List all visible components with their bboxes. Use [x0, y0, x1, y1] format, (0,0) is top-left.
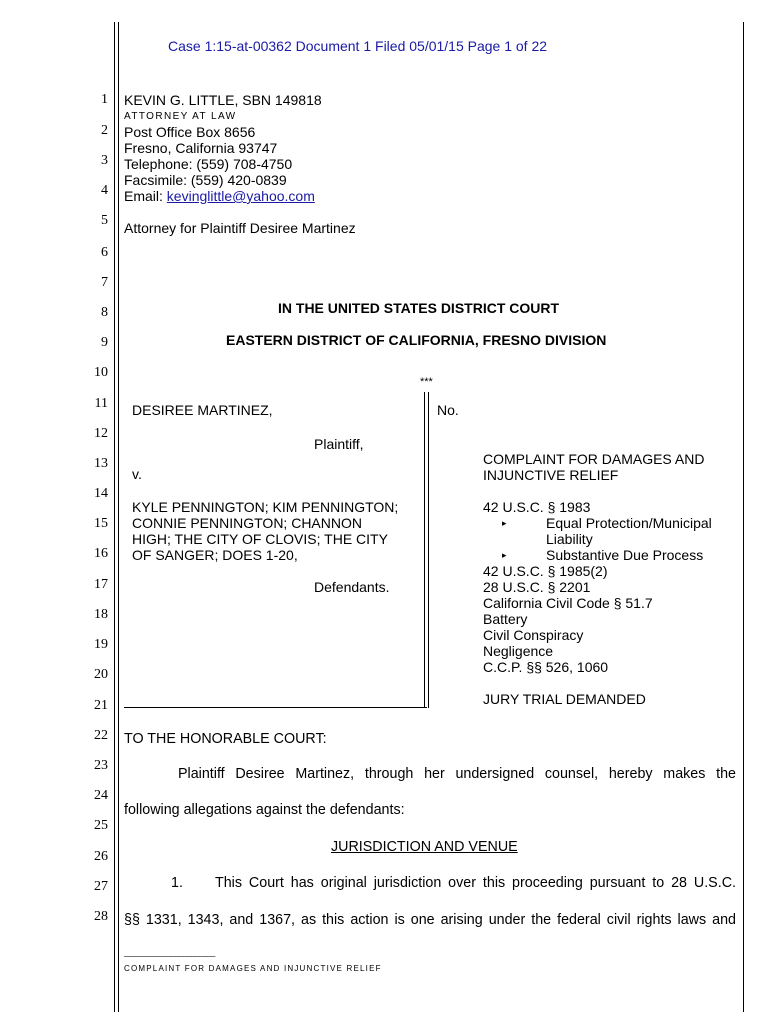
claim-item: California Civil Code § 51.7 — [483, 595, 653, 611]
line-number: 8 — [101, 305, 108, 320]
caption-divider-right — [428, 392, 429, 708]
jury-demand: JURY TRIAL DEMANDED — [483, 691, 646, 707]
line-number: 1 — [101, 92, 108, 107]
attorney-facsimile: Facsimile: (559) 420-0839 — [124, 172, 287, 188]
claim-subitem: Equal Protection/Municipal — [546, 515, 712, 531]
claim-item: Civil Conspiracy — [483, 627, 584, 643]
line-number: 19 — [94, 637, 108, 652]
attorney-representation: Attorney for Plaintiff Desiree Martinez — [124, 220, 356, 236]
defendant-line: OF SANGER; DOES 1-20, — [132, 547, 298, 563]
claim-subitem: Substantive Due Process — [546, 547, 704, 563]
line-number: 15 — [94, 516, 108, 531]
complaint-title-line: INJUNCTIVE RELIEF — [483, 467, 619, 483]
line-number: 24 — [94, 788, 108, 803]
claim-item: 42 U.S.C. § 1983 — [483, 499, 591, 515]
claim-item: C.C.P. §§ 526, 1060 — [483, 659, 609, 675]
paragraph-1-line-2: §§ 1331, 1343, and 1367, as this action is one arising under the federal civil rights laws and — [124, 912, 736, 928]
footer-label: COMPLAINT FOR DAMAGES AND INJUNCTIVE RELIEF — [124, 964, 382, 973]
line-number: 9 — [101, 335, 108, 350]
case-number-label: No. — [437, 402, 459, 418]
line-number: 23 — [94, 758, 108, 773]
section-heading: JURISDICTION AND VENUE — [331, 839, 518, 855]
court-name: IN THE UNITED STATES DISTRICT COURT — [278, 300, 560, 316]
line-number: 11 — [94, 396, 108, 411]
attorney-address-line2: Fresno, California 93747 — [124, 140, 278, 156]
intro-line-1: Plaintiff Desiree Martinez, through her undersigned counsel, hereby makes the — [178, 766, 736, 782]
line-number: 12 — [94, 426, 108, 441]
claim-item: 42 U.S.C. § 1985(2) — [483, 563, 608, 579]
line-number: 25 — [94, 818, 108, 833]
line-number: 18 — [94, 607, 108, 622]
paragraph-1-line-1: This Court has original jurisdiction over this proceeding pursuant to 28 U.S.C. — [215, 875, 736, 891]
salutation: TO THE HONORABLE COURT: — [124, 731, 327, 747]
claim-item: 28 U.S.C. § 2201 — [483, 579, 591, 595]
paragraph-number: 1. — [171, 875, 183, 891]
line-number: 17 — [94, 577, 108, 592]
line-number: 2 — [101, 123, 108, 138]
defendants-role: Defendants. — [314, 579, 390, 595]
line-number: 22 — [94, 728, 108, 743]
defendant-line: KYLE PENNINGTON; KIM PENNINGTON; — [132, 499, 399, 515]
line-number: 13 — [94, 456, 108, 471]
line-number: 28 — [94, 909, 108, 924]
court-district: EASTERN DISTRICT OF CALIFORNIA, FRESNO DIVISION — [226, 332, 607, 348]
bullet-icon: ▸ — [502, 518, 507, 528]
attorney-address-line1: Post Office Box 8656 — [124, 124, 256, 140]
attorney-email-row — [124, 188, 315, 204]
left-margin-line-inner — [118, 22, 119, 1012]
line-number: 20 — [94, 667, 108, 682]
line-number: 4 — [101, 183, 108, 198]
plaintiff-role: Plaintiff, — [314, 436, 364, 452]
intro-line-2: following allegations against the defendants: — [124, 802, 405, 818]
versus: v. — [132, 466, 142, 482]
caption-rule-bottom — [124, 707, 427, 708]
right-margin-line — [743, 22, 744, 1012]
bullet-icon: ▸ — [502, 550, 507, 560]
defendant-line: CONNIE PENNINGTON; CHANNON — [132, 515, 362, 531]
footer-rule: _______________________ — [124, 948, 215, 957]
email-label: Email: — [124, 188, 167, 204]
line-number: 5 — [101, 213, 108, 228]
line-number: 14 — [94, 486, 108, 501]
attorney-title: ATTORNEY AT LAW — [124, 111, 237, 122]
line-number: 10 — [94, 365, 108, 380]
claim-subitem: Liability — [546, 531, 593, 547]
caption-separator: *** — [420, 376, 433, 388]
line-number: 27 — [94, 879, 108, 894]
defendant-line: HIGH; THE CITY OF CLOVIS; THE CITY — [132, 531, 388, 547]
line-number: 3 — [101, 153, 108, 168]
plaintiff-name: DESIREE MARTINEZ, — [132, 402, 273, 418]
caption-divider-left — [424, 392, 425, 708]
line-number: 6 — [101, 245, 108, 260]
left-margin-line-outer — [114, 22, 115, 1012]
claim-item: Battery — [483, 611, 528, 627]
line-number: 26 — [94, 849, 108, 864]
email-link[interactable]: kevinglittle@yahoo.com — [166, 188, 315, 204]
claim-item: Negligence — [483, 643, 554, 659]
line-number: 7 — [101, 275, 108, 290]
attorney-telephone: Telephone: (559) 708-4750 — [124, 156, 293, 172]
case-header: Case 1:15-at-00362 Document 1 Filed 05/01/15 Page 1 of 22 — [168, 38, 548, 54]
line-number: 16 — [94, 546, 108, 561]
complaint-title-line: COMPLAINT FOR DAMAGES AND — [483, 451, 705, 467]
line-number: 21 — [94, 698, 108, 713]
attorney-name: KEVIN G. LITTLE, SBN 149818 — [124, 92, 322, 108]
